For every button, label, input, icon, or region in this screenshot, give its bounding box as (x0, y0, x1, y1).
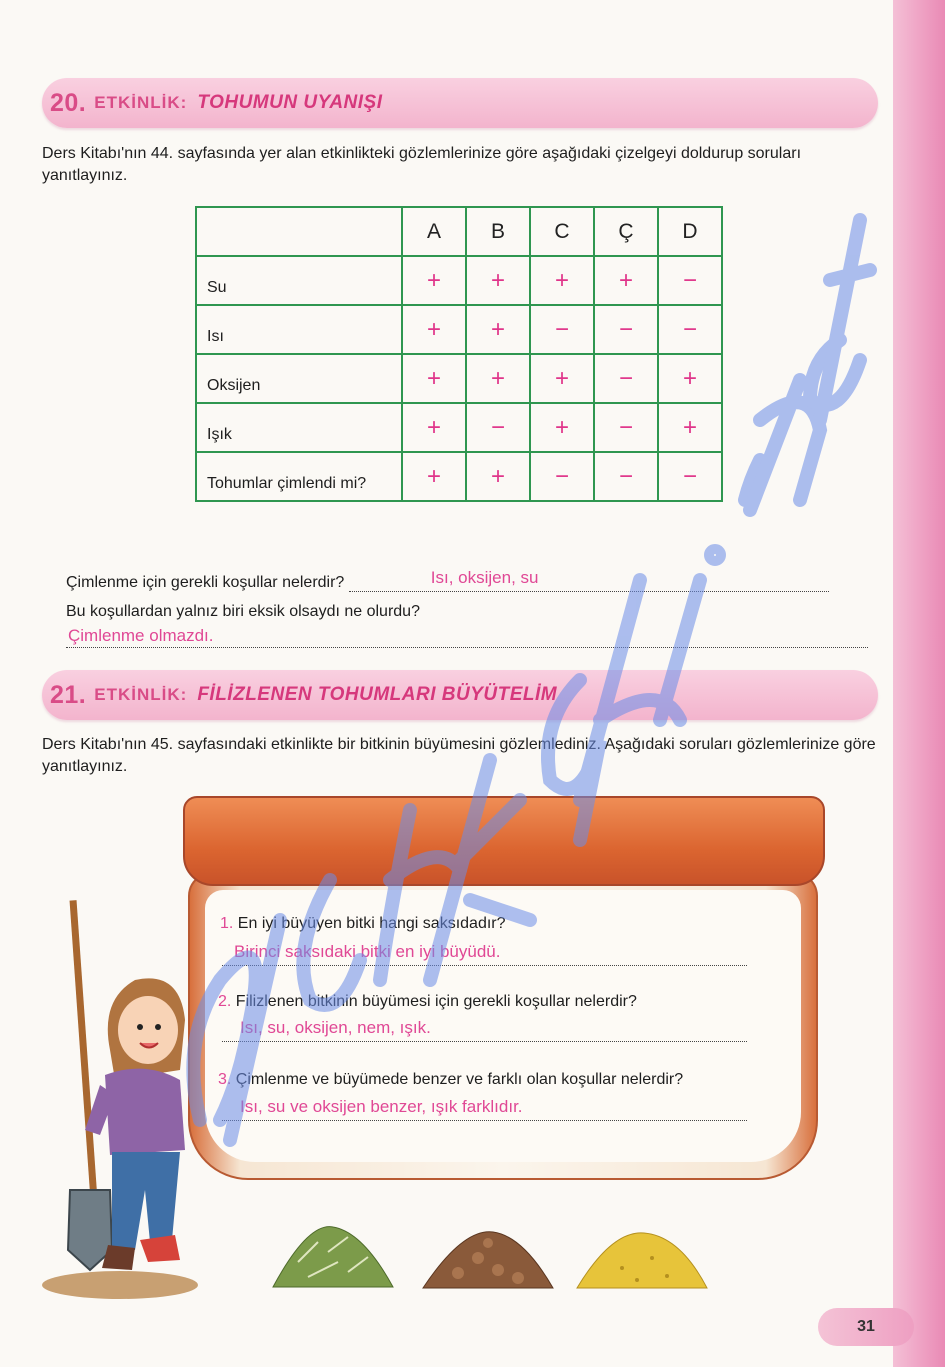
table-cell: + (530, 403, 594, 452)
question-1-text: Çimlenme için gerekli koşullar nelerdir? (66, 574, 345, 591)
table-row (196, 403, 722, 452)
row-label: Işık (196, 403, 402, 452)
flower-pot-rim (183, 796, 825, 886)
column-header: D (658, 207, 722, 256)
table-cell: + (402, 305, 466, 354)
table-cell: − (594, 354, 658, 403)
section-20-label: ETKİNLİK: (94, 93, 188, 112)
observation-table (195, 206, 723, 502)
table-cell: + (402, 452, 466, 501)
column-header: Ç (594, 207, 658, 256)
pot-question-2 (218, 993, 637, 1011)
pot-question-1-text: En iyi büyüyen bitki hangi saksıdadır? (237, 915, 506, 932)
table-cell: − (594, 305, 658, 354)
question-2-text: Bu koşullardan yalnız biri eksik olsaydı ne olurdu? (66, 603, 420, 620)
section-20-intro: Ders Kitabı'nın 44. sayfasında yer alan etkinlikteki gözlemlerinize göre aşağıdaki çizelgeyi doldurup soruları yanıtlayınız. (42, 145, 802, 184)
row-label: Tohumlar çimlendi mi? (196, 452, 402, 501)
pot-question-1-number: 1. (220, 915, 234, 932)
table-cell: + (466, 305, 530, 354)
pot-answer-2-line (222, 1018, 747, 1042)
column-header: C (530, 207, 594, 256)
table-cell: + (466, 256, 530, 305)
table-row (196, 256, 722, 305)
pot-question-2-text: Filizlenen bitkinin büyümesi için gerekli koşullar nelerdir? (235, 993, 637, 1010)
column-header: A (402, 207, 466, 256)
pot-answer-2-text: Isı, su, oksijen, nem, ışık. (240, 1018, 431, 1037)
section-21-number: 21. (50, 680, 87, 709)
pot-question-3-number: 3. (218, 1071, 232, 1088)
section-21-intro: Ders Kitabı'nın 45. sayfasındaki etkinlikte bir bitkinin büyümesini gözlemlediniz. Aşağıdaki soruları gözlemlerinize göre yanıtlayınız. (42, 736, 876, 775)
answer-1-line (349, 568, 829, 592)
table-cell: − (658, 256, 722, 305)
table-cell: + (594, 256, 658, 305)
green-soil-mound (268, 1222, 398, 1292)
table-cell: + (402, 354, 466, 403)
page-number: 31 (857, 1318, 875, 1335)
table-cell: − (658, 305, 722, 354)
page-side-band (893, 0, 945, 1367)
pot-answer-3-text: Isı, su ve oksijen benzer, ışık farklıdır. (240, 1097, 523, 1116)
table-cell: + (658, 403, 722, 452)
row-label: Oksijen (196, 354, 402, 403)
yellow-sand-mound (572, 1228, 712, 1292)
table-cell: + (530, 256, 594, 305)
table-row (196, 452, 722, 501)
table-cell: + (466, 354, 530, 403)
table-cell: − (594, 452, 658, 501)
table-cell: + (466, 452, 530, 501)
pot-answer-3-line (222, 1097, 747, 1121)
table-cell: − (530, 305, 594, 354)
table-cell: + (402, 256, 466, 305)
pot-answer-1-text: Birinci saksıdaki bitki en iyi büyüdü. (234, 942, 501, 961)
table-cell: − (594, 403, 658, 452)
pot-question-3-text: Çimlenme ve büyümede benzer ve farklı olan koşullar nelerdir? (235, 1071, 684, 1088)
table-cell: + (658, 354, 722, 403)
answer-2-text: Çimlenme olmazdı. (68, 626, 214, 645)
question-1-row (66, 568, 868, 598)
pot-question-1 (220, 915, 506, 933)
section-21-header (42, 670, 878, 720)
pot-question-3 (218, 1071, 683, 1089)
girl-with-shovel-illustration (40, 890, 200, 1300)
table-cell: − (466, 403, 530, 452)
answer-1-text: Isı, oksijen, su (430, 568, 539, 587)
brown-gravel-mound (418, 1228, 558, 1292)
table-row (196, 354, 722, 403)
table-header-row (196, 207, 722, 256)
table-cell: − (530, 452, 594, 501)
table-cell: + (402, 403, 466, 452)
table-cell: − (658, 452, 722, 501)
table-cell: + (530, 354, 594, 403)
pot-answer-1-line (222, 942, 747, 966)
section-21-title: FİLİZLENEN TOHUMLARI BÜYÜTELİM (197, 684, 558, 705)
row-label: Su (196, 256, 402, 305)
page-number-badge (818, 1308, 914, 1346)
section-20-number: 20. (50, 88, 87, 117)
section-20-title: TOHUMUN UYANIŞI (197, 92, 383, 113)
pot-question-2-number: 2. (218, 993, 232, 1010)
column-header: B (466, 207, 530, 256)
section-21-label: ETKİNLİK: (94, 685, 188, 704)
table-corner-cell (196, 207, 402, 256)
answer-2-line (66, 624, 868, 648)
row-label: Isı (196, 305, 402, 354)
section-20-header (42, 78, 878, 128)
table-row (196, 305, 722, 354)
